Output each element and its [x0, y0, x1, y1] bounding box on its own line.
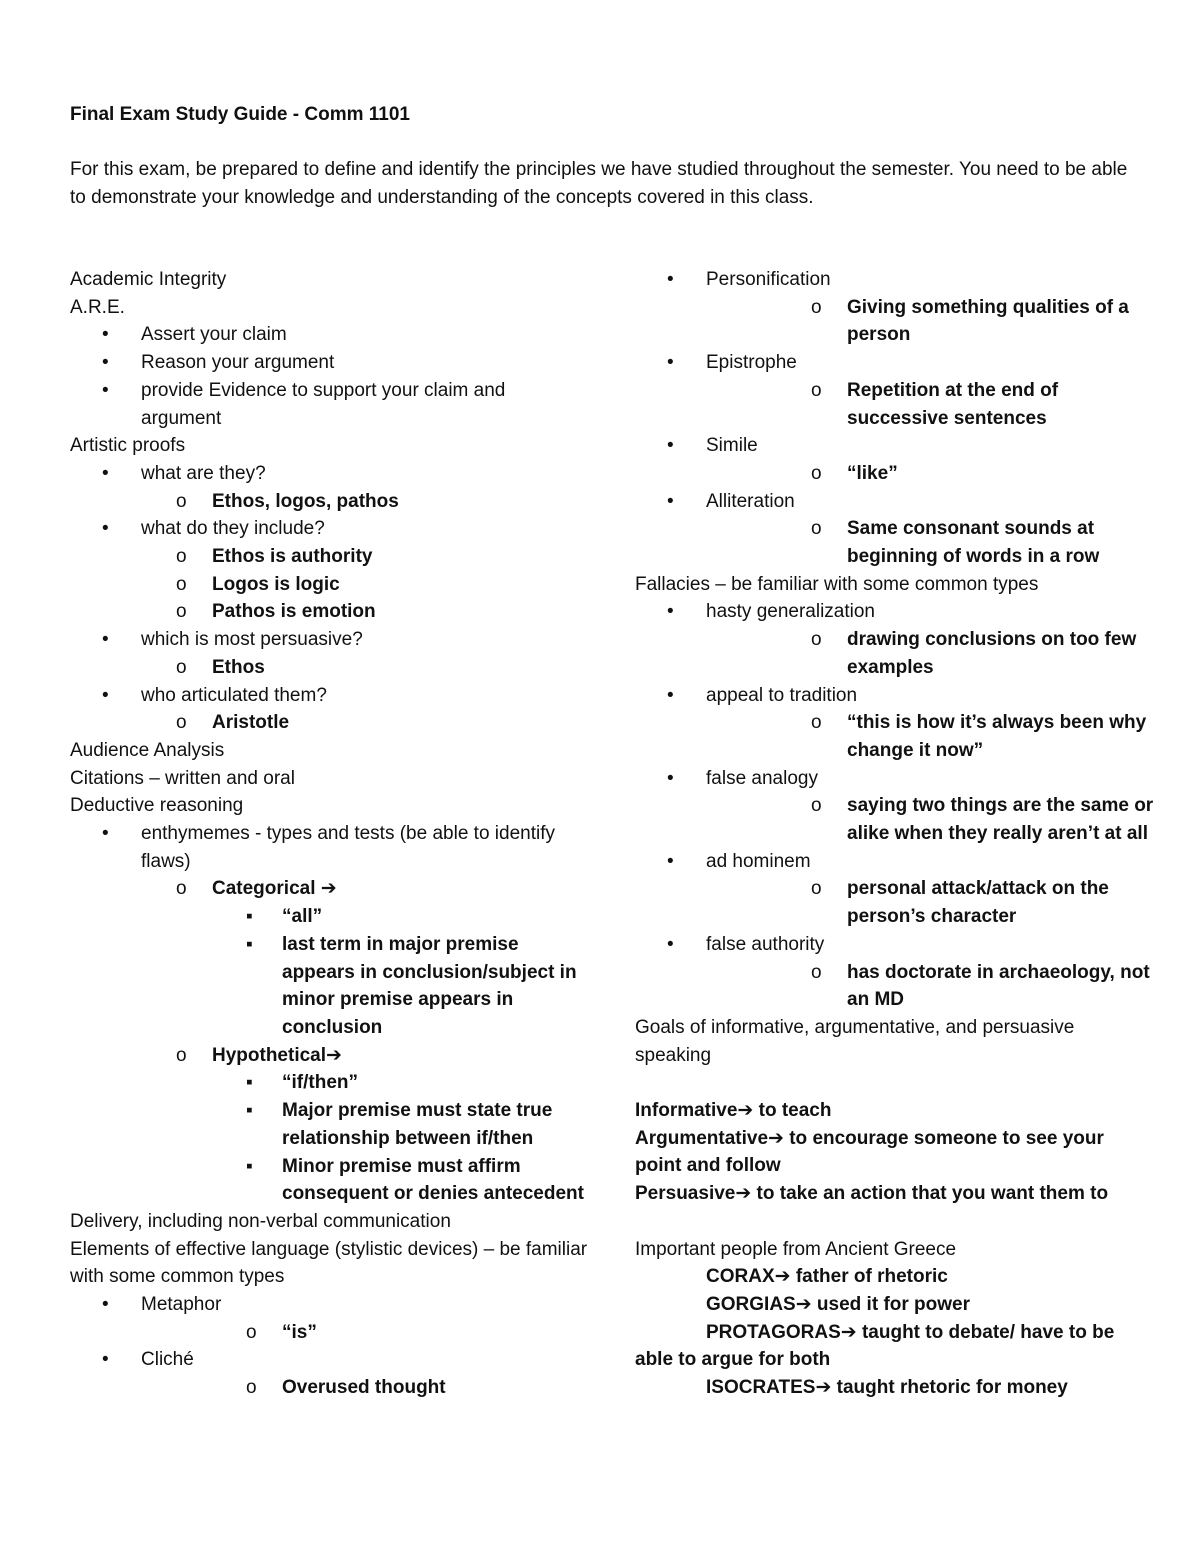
- list-item: o Logos is logic: [70, 571, 590, 599]
- list-item: • Metaphor: [70, 1291, 590, 1319]
- bullet-square: ▪: [246, 1100, 253, 1122]
- heading-fallacies: Fallacies – be familiar with some common types: [635, 573, 1039, 595]
- heading-citations: Citations – written and oral: [70, 767, 295, 789]
- bullet-disc: •: [102, 629, 109, 651]
- heading-artistic-proofs: Artistic proofs: [70, 435, 186, 457]
- right-arrow-icon: ➔: [795, 1293, 812, 1315]
- list-item: o has doctorate in archaeology, not an MD: [635, 959, 1155, 1014]
- bullet-circle: o: [176, 712, 187, 734]
- bullet-circle: o: [176, 601, 187, 623]
- bullet-circle: o: [176, 490, 187, 512]
- goal-informative: Informative➔ to teach: [635, 1100, 832, 1122]
- bullet-disc: •: [102, 462, 109, 484]
- bullet-circle: o: [246, 1377, 257, 1399]
- list-item: • what are they?: [70, 460, 590, 488]
- list-item: • provide Evidence to support your claim and argument: [70, 377, 590, 432]
- list-item: o Categorical ➔: [70, 875, 590, 903]
- bullet-disc: •: [102, 324, 109, 346]
- person-protagoras: PROTAGORAS➔ taught to debate/ have to be able to argue for both: [635, 1321, 1115, 1371]
- heading-important-people: Important people from Ancient Greece: [635, 1238, 957, 1260]
- right-arrow-icon: ➔: [735, 1183, 752, 1205]
- list-item: o Ethos: [70, 654, 590, 682]
- list-item: • Assert your claim: [70, 321, 590, 349]
- bullet-disc: •: [102, 823, 109, 845]
- list-item: o Same consonant sounds at beginning of words in a row: [635, 515, 1155, 570]
- heading-delivery: Delivery, including non-verbal communication: [70, 1210, 451, 1232]
- bullet-disc: •: [102, 379, 109, 401]
- right-column: [635, 266, 1155, 1402]
- bullet-disc: •: [667, 933, 674, 955]
- list-item: o “this is how it’s always been why change it now”: [635, 709, 1155, 764]
- list-item: • Reason your argument: [70, 349, 590, 377]
- bullet-circle: o: [176, 1044, 187, 1066]
- bullet-circle: o: [811, 795, 822, 817]
- heading-deductive-reasoning: Deductive reasoning: [70, 795, 244, 817]
- heading-elements: Elements of effective language (stylistic devices) – be familiar with some common types: [70, 1238, 588, 1288]
- bullet-square: ▪: [246, 1155, 253, 1177]
- bullet-disc: •: [667, 684, 674, 706]
- list-item: • which is most persuasive?: [70, 626, 590, 654]
- right-arrow-icon: ➔: [815, 1377, 832, 1399]
- bullet-circle: o: [811, 296, 822, 318]
- page-title: Final Exam Study Guide - Comm 1101: [70, 104, 410, 125]
- bullet-circle: o: [176, 656, 187, 678]
- right-arrow-icon: ➔: [315, 878, 337, 900]
- person-gorgias: GORGIAS➔ used it for power: [706, 1293, 971, 1315]
- bullet-circle: o: [811, 379, 822, 401]
- bullet-circle: o: [811, 462, 822, 484]
- bullet-disc: •: [667, 269, 674, 290]
- heading-audience-analysis: Audience Analysis: [70, 739, 225, 761]
- list-item: • hasty generalization: [635, 598, 1155, 626]
- list-item: • appeal to tradition: [635, 682, 1155, 710]
- list-item: • Cliché: [70, 1346, 590, 1374]
- list-item: • Personification: [635, 266, 1155, 294]
- list-item: ▪ last term in major premise appears in conclusion/subject in minor premise appears in conclusion: [70, 931, 590, 1042]
- bullet-disc: •: [102, 1294, 109, 1316]
- bullet-disc: •: [667, 352, 674, 374]
- list-item: • false analogy: [635, 765, 1155, 793]
- bullet-square: ▪: [246, 906, 253, 928]
- intro-paragraph: For this exam, be prepared to define and identify the principles we have studied throughout the semester. You need to be able to demonstrate your knowledge and understanding of the concepts covered in this class.: [70, 159, 1128, 208]
- spacer: [635, 1069, 1155, 1097]
- list-item: ▪ Major premise must state true relationship between if/then: [70, 1097, 590, 1152]
- list-item: o Repetition at the end of successive sentences: [635, 377, 1155, 432]
- bullet-disc: •: [102, 1349, 109, 1371]
- bullet-square: ▪: [246, 1072, 253, 1094]
- list-item: o Giving something qualities of a person: [635, 294, 1155, 349]
- bullet-disc: •: [667, 490, 674, 512]
- list-item: • Alliteration: [635, 488, 1155, 516]
- bullet-circle: o: [176, 573, 187, 595]
- list-item: ▪ “if/then”: [70, 1069, 590, 1097]
- heading-academic-integrity: Academic Integrity: [70, 269, 227, 290]
- goal-persuasive: Persuasive➔ to take an action that you want them to: [635, 1183, 1109, 1205]
- list-item: o Ethos is authority: [70, 543, 590, 571]
- bullet-circle: o: [811, 961, 822, 983]
- list-item: • Epistrophe: [635, 349, 1155, 377]
- list-item: • what do they include?: [70, 515, 590, 543]
- bullet-disc: •: [667, 601, 674, 623]
- heading-are: A.R.E.: [70, 296, 125, 318]
- bullet-disc: •: [102, 352, 109, 374]
- bullet-disc: •: [102, 518, 109, 540]
- goal-argumentative: Argumentative➔ to encourage someone to see your point and follow: [635, 1127, 1104, 1177]
- heading-goals: Goals of informative, argumentative, and persuasive speaking: [635, 1016, 1075, 1066]
- list-item: • enthymemes - types and tests (be able to identify flaws): [70, 820, 590, 875]
- list-item: o Pathos is emotion: [70, 598, 590, 626]
- list-item: o Aristotle: [70, 709, 590, 737]
- list-item: o “like”: [635, 460, 1155, 488]
- list-item: o drawing conclusions on too few examples: [635, 626, 1155, 681]
- list-item: o Ethos, logos, pathos: [70, 488, 590, 516]
- bullet-disc: •: [102, 684, 109, 706]
- list-item: • Simile: [635, 432, 1155, 460]
- spacer: [635, 1208, 1155, 1236]
- person-isocrates: ISOCRATES➔ taught rhetoric for money: [706, 1377, 1068, 1399]
- bullet-circle: o: [176, 878, 187, 900]
- left-column: [70, 266, 590, 1402]
- bullet-disc: •: [667, 850, 674, 872]
- bullet-circle: o: [811, 878, 822, 900]
- list-item: o “is”: [70, 1319, 590, 1347]
- bullet-square: ▪: [246, 933, 253, 955]
- right-arrow-icon: ➔: [326, 1044, 342, 1066]
- list-item: • who articulated them?: [70, 682, 590, 710]
- bullet-disc: •: [667, 435, 674, 457]
- person-corax: CORAX➔ father of rhetoric: [706, 1266, 948, 1288]
- list-item: • false authority: [635, 931, 1155, 959]
- list-item: • ad hominem: [635, 848, 1155, 876]
- bullet-disc: •: [667, 767, 674, 789]
- bullet-circle: o: [811, 518, 822, 540]
- bullet-circle: o: [811, 712, 822, 734]
- list-item: o Overused thought: [70, 1374, 590, 1402]
- bullet-circle: o: [176, 546, 187, 568]
- right-arrow-icon: ➔: [774, 1266, 791, 1288]
- right-arrow-icon: ➔: [768, 1127, 784, 1149]
- bullet-circle: o: [246, 1321, 257, 1343]
- right-arrow-icon: ➔: [737, 1100, 754, 1122]
- right-arrow-icon: ➔: [840, 1321, 857, 1343]
- list-item: ▪ Minor premise must affirm consequent or denies antecedent: [70, 1153, 590, 1208]
- bullet-circle: o: [811, 629, 822, 651]
- list-item: o saying two things are the same or alike when they really aren’t at all: [635, 792, 1155, 847]
- list-item: ▪ “all”: [70, 903, 590, 931]
- list-item: o Hypothetical➔: [70, 1042, 590, 1070]
- list-item: o personal attack/attack on the person’s character: [635, 875, 1155, 930]
